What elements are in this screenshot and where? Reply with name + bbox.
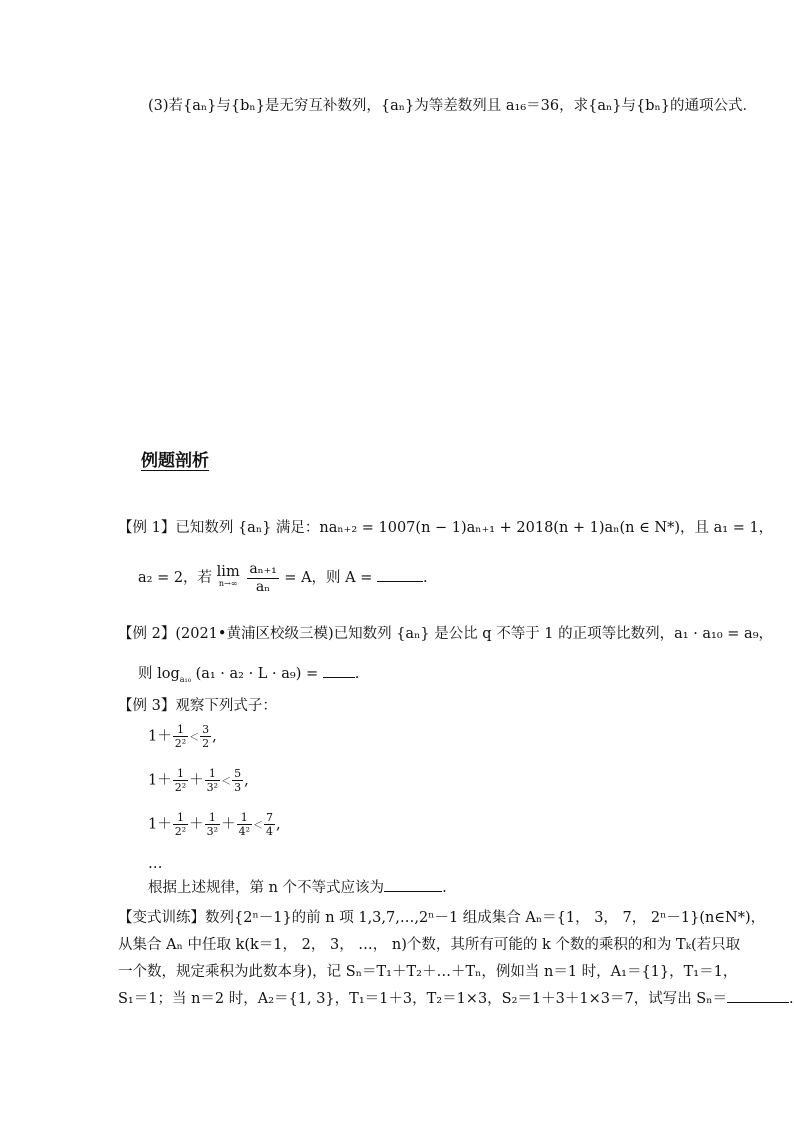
example-2-line-2 <box>138 664 359 690</box>
term-den: 2² <box>174 825 187 838</box>
row-end: , <box>212 728 217 745</box>
problem-3-text: (3)若{aₙ}与{bₙ}是无穷互补数列，{aₙ}为等差数列且 a₁₆＝36，求{aₙ}与{bₙ}的通项公式． <box>148 98 757 114</box>
variant-text: S₁＝1；当 n＝2 时，A₂＝{1, 3}，T₁＝1＋3，T₂＝1×3，S₂＝1＋3＋1×3＝7，试写出 Sₙ＝ <box>118 991 728 1007</box>
variant-line-2: 从集合 Aₙ 中任取 k(k＝1， 2， 3， …， n)个数，其所有可能的 k 个数的乘积的和为 Tₖ(若只取 <box>118 937 741 953</box>
limit-operator <box>217 566 240 590</box>
term-num: 1 <box>205 767 220 781</box>
rhs-num: 7 <box>266 811 273 824</box>
term-fraction <box>205 767 220 794</box>
rhs-fraction <box>232 767 243 794</box>
answer-blank <box>323 665 355 678</box>
term-num: 1 <box>173 767 188 781</box>
row-lead: 1＋ <box>148 728 172 745</box>
rhs-den: 2 <box>202 737 210 750</box>
term-den: 2² <box>174 737 187 750</box>
ratio-numerator: aₙ₊₁ <box>249 560 277 577</box>
term-fraction <box>205 811 220 838</box>
example-1-line-1: 【例 1】已知数列 {aₙ} 满足：naₙ₊₂ = 1007(n − 1)aₙ₊₁ + 2018(n + 1)aₙ(n ∈ N*)，且 a₁ = 1， <box>118 520 774 536</box>
term-fraction <box>173 723 188 750</box>
term-num: 1 <box>205 811 220 825</box>
term-den: 2² <box>174 781 187 794</box>
lim-subscript: n→∞ <box>218 579 238 588</box>
ratio-denominator: aₙ <box>255 578 271 595</box>
rhs-fraction <box>200 723 211 750</box>
variant-end: . <box>789 991 794 1007</box>
row-end: , <box>276 816 281 833</box>
less-than: ＜ <box>253 820 263 832</box>
rhs-den: 4 <box>266 825 273 838</box>
answer-blank <box>727 990 789 1003</box>
variant-line-3: 一个数，规定乘积为此数本身)，记 Sₙ＝T₁＋T₂＋…＋Tₙ，例如当 n＝1 时，A₁＝{1}，T₁＝1， <box>118 964 738 980</box>
answer-blank <box>384 879 442 892</box>
rhs-num: 3 <box>202 723 210 736</box>
term-den: 4² <box>238 825 250 838</box>
term-den: 3² <box>206 825 219 838</box>
answer-blank <box>377 569 423 582</box>
variant-line-1: 【变式训练】数列{2ⁿ－1}的前 n 项 1,3,7,…,2ⁿ－1 组成集合 Aₙ＝{1， 3， 7， 2ⁿ－1}(n∈N*)， <box>118 910 766 926</box>
example-1-suffix: = A，则 A = <box>284 570 373 586</box>
rhs-num: 5 <box>234 767 242 780</box>
term-num: 1 <box>173 811 188 825</box>
example-1-end: . <box>423 570 428 586</box>
term-num: 1 <box>173 723 188 737</box>
term-num: 1 <box>237 811 252 825</box>
lim-text: lim <box>216 564 240 580</box>
term-fraction <box>173 767 188 794</box>
inequality-row-2 <box>148 767 249 794</box>
term-den: 3² <box>206 781 219 794</box>
example-1-prefix: a₂ = 2，若 <box>138 570 213 586</box>
log-base: a₁₀ <box>179 674 191 684</box>
variant-line-4 <box>118 989 794 1009</box>
plus-sign: ＋ <box>221 816 236 833</box>
ellipsis: … <box>148 856 163 872</box>
example-2-end: . <box>354 666 360 682</box>
rhs-den: 3 <box>234 781 242 794</box>
example-3-conclusion <box>148 878 447 898</box>
plus-sign: ＋ <box>189 816 204 833</box>
plus-sign: ＋ <box>189 772 204 789</box>
example-3-title: 【例 3】观察下列式子： <box>118 698 277 714</box>
inequality-row-1 <box>148 723 217 750</box>
log-argument: (a₁ · a₂ · L · a₉) = <box>195 666 319 682</box>
inequality-row-3 <box>148 811 281 838</box>
log-text: 则 log <box>138 666 180 682</box>
term-fraction <box>173 811 188 838</box>
term-fraction <box>237 811 252 838</box>
conclusion-text: 根据上述规律，第 n 个不等式应该为 <box>148 880 385 896</box>
section-heading: 例题剖析 <box>141 451 209 471</box>
rhs-fraction <box>264 811 275 838</box>
example-2-line-1: 【例 2】(2021•黄浦区校级三模)已知数列 {aₙ} 是公比 q 不等于 1 的正项等比数列，a₁ · a₁₀ = a₉， <box>118 626 774 642</box>
row-end: , <box>244 772 249 789</box>
example-1-line-2 <box>138 560 428 596</box>
less-than: ＜ <box>221 776 232 788</box>
less-than: ＜ <box>189 732 200 744</box>
row-lead: 1＋ <box>148 816 172 833</box>
row-lead: 1＋ <box>148 772 172 789</box>
conclusion-end: . <box>442 880 447 896</box>
ratio-fraction <box>247 561 278 596</box>
